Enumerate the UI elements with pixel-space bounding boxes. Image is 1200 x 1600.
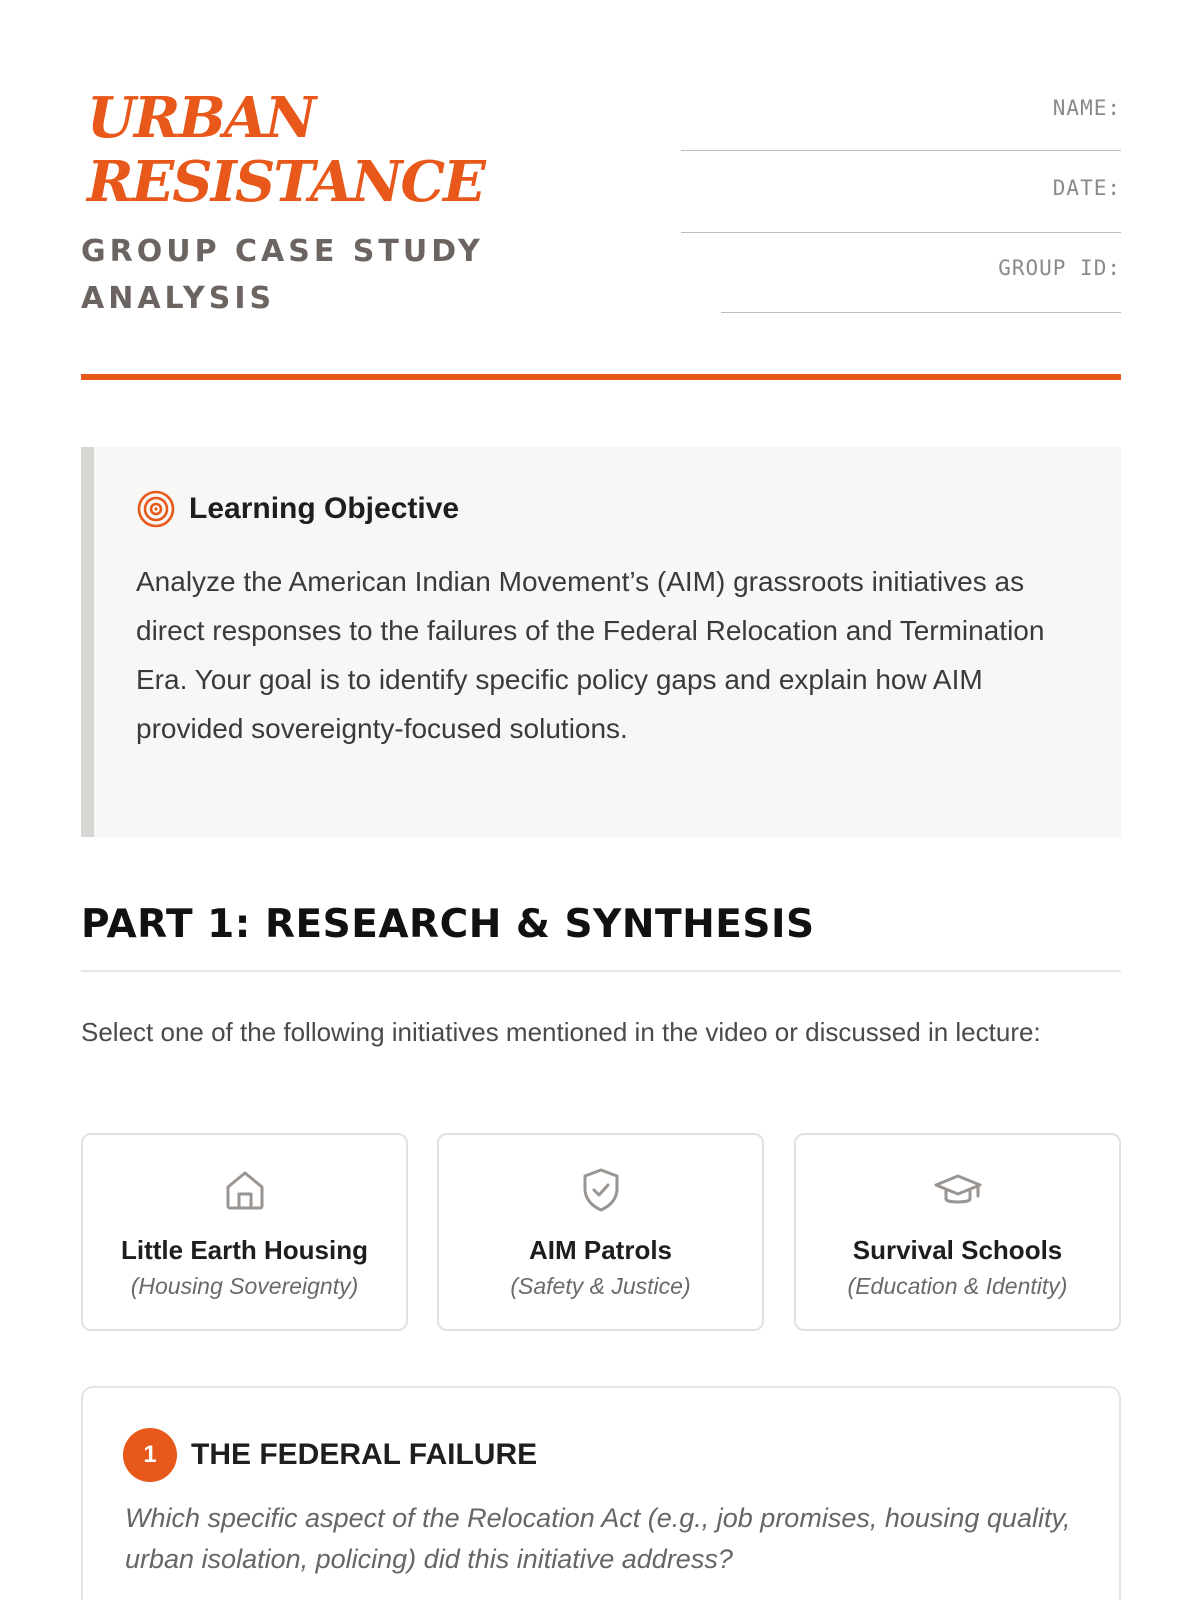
initiative-card-housing[interactable] (81, 1133, 408, 1331)
date-label: DATE: (1052, 176, 1121, 200)
initiative-subtitle: (Education & Identity) (847, 1273, 1068, 1299)
step-1-box (81, 1386, 1121, 1600)
objective-text: Analyze the American Indian Movement’s (AIM) grassroots initiatives as direct responses to the failures of the Federal Relocation and Termination Era. Your goal is to identify specific policy gaps and explain how AIM provided sovereignty-focused solutions. (136, 566, 1045, 744)
initiative-card-patrols[interactable] (437, 1133, 764, 1331)
part-1-intro: Select one of the following initiatives mentioned in the video or discussed in lecture: (81, 1017, 1041, 1047)
part-1-heading: PART 1: RESEARCH & SYNTHESIS (81, 902, 815, 947)
part-1-divider (81, 970, 1121, 972)
step-number-badge: 1 (123, 1428, 177, 1482)
graduation-cap-icon (933, 1165, 983, 1215)
initiative-title: Little Earth Housing (121, 1235, 368, 1265)
shield-check-icon (576, 1165, 626, 1215)
initiative-card-schools[interactable] (794, 1133, 1121, 1331)
group-id-field[interactable] (721, 312, 1121, 313)
title-line-2: RESISTANCE (87, 149, 484, 215)
objective-title: Learning Objective (189, 492, 460, 525)
title-line-1: URBAN (87, 85, 315, 151)
initiative-title: Survival Schools (852, 1235, 1063, 1265)
initiative-subtitle: (Housing Sovereignty) (130, 1273, 359, 1299)
objective-header (136, 489, 459, 529)
worksheet-subtitle: GROUP CASE STUDY ANALYSIS (81, 234, 484, 316)
worksheet-page (81, 0, 1121, 1600)
home-icon (220, 1165, 270, 1215)
target-icon (136, 489, 176, 529)
group-id-label: GROUP ID: (998, 256, 1121, 280)
initiative-subtitle: (Safety & Justice) (510, 1273, 691, 1299)
worksheet-title (87, 86, 484, 214)
name-field[interactable] (681, 150, 1121, 151)
name-label: NAME: (1052, 96, 1121, 120)
header-divider (81, 374, 1121, 380)
date-field[interactable] (681, 232, 1121, 233)
step-question: Which specific aspect of the Relocation Act (e.g., job promises, housing quality, urban isolation, policing) did this initiative address? (125, 1503, 1071, 1574)
initiative-title: AIM Patrols (528, 1235, 673, 1265)
step-title: THE FEDERAL FAILURE (191, 1438, 538, 1471)
learning-objective-box (81, 447, 1121, 837)
